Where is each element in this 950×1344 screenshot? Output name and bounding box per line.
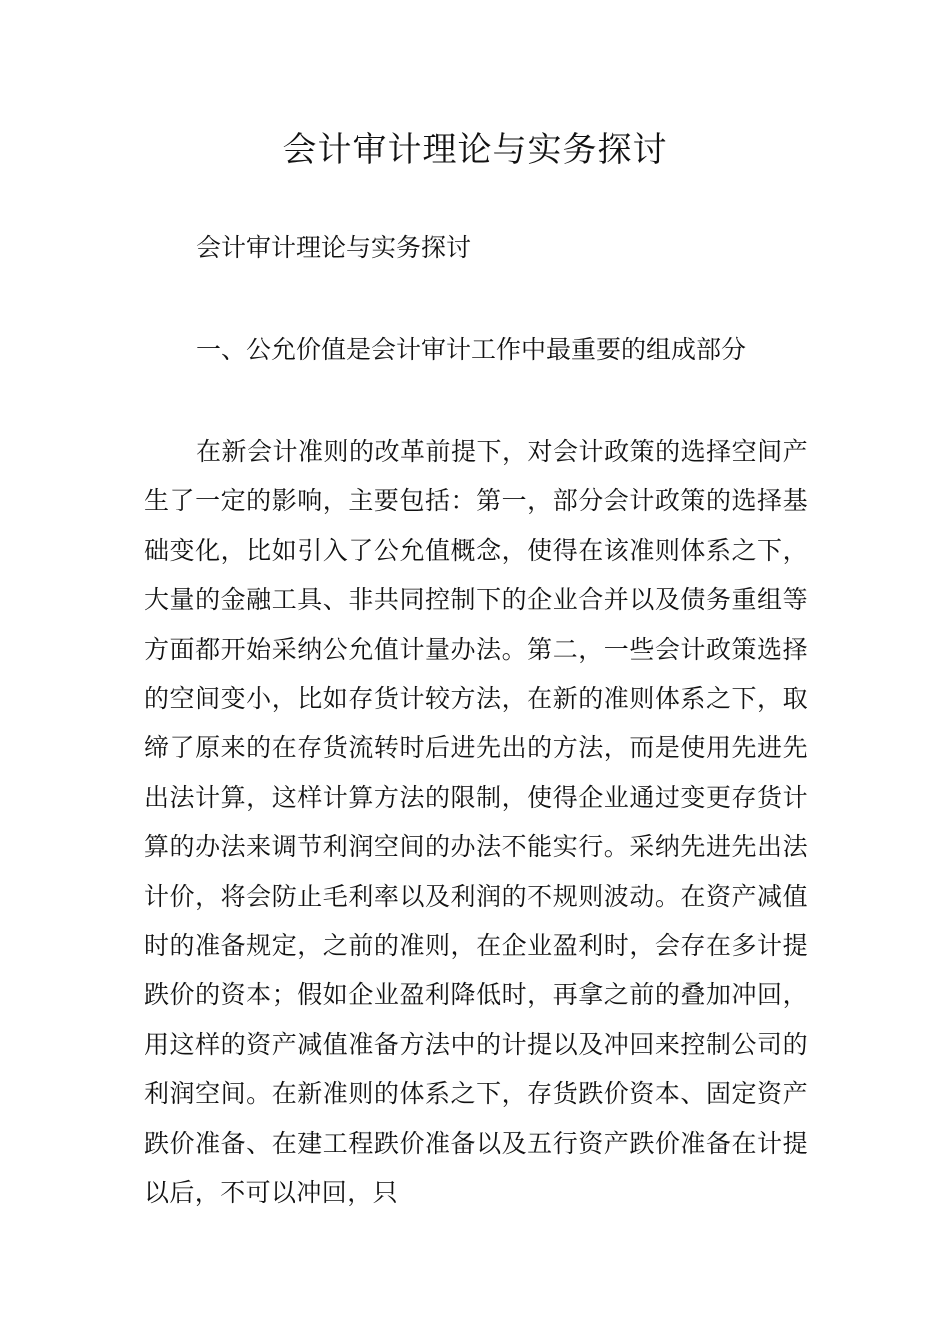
document-subtitle: 会计审计理论与实务探讨: [196, 233, 472, 262]
document-title: 会计审计理论与实务探讨: [282, 130, 668, 170]
section-heading: 一、公允价值是会计审计工作中最重要的组成部分: [196, 335, 747, 364]
body-paragraph: 在新会计准则的改革前提下，对会计政策的选择空间产生了一定的影响，主要包括：第一，部分会计政策的选择基础变化，比如引入了公允值概念，使得在该准则体系之下，大量的金融工具、非共同控制下的企业合并以及债务重组等方面都开始采纳公允值计量办法。第二，一些会计政策选择的空间变小，比如存货计较方法，在新的准则体系之下，取缔了原来的在存货流转时后进先出的方法，而是使用先进先出法计算，这样计算方法的限制，使得企业通过变更存货计算的办法来调节利润空间的办法不能实行。采纳先进先出法计价，将会防止毛利率以及利润的不规则波动。在资产减值时的准备规定，之前的准则，在企业盈利时，会存在多计提跌价的资本；假如企业盈利降低时，再拿之前的叠加冲回，用这样的资产减值准备方法中的计提以及冲回来控制公司的利润空间。在新准则的体系之下，存货跌价资本、固定资产跌价准备、在建工程跌价准备以及五行资产跌价准备在计提以后，不可以冲回，只: [144, 437, 808, 1208]
